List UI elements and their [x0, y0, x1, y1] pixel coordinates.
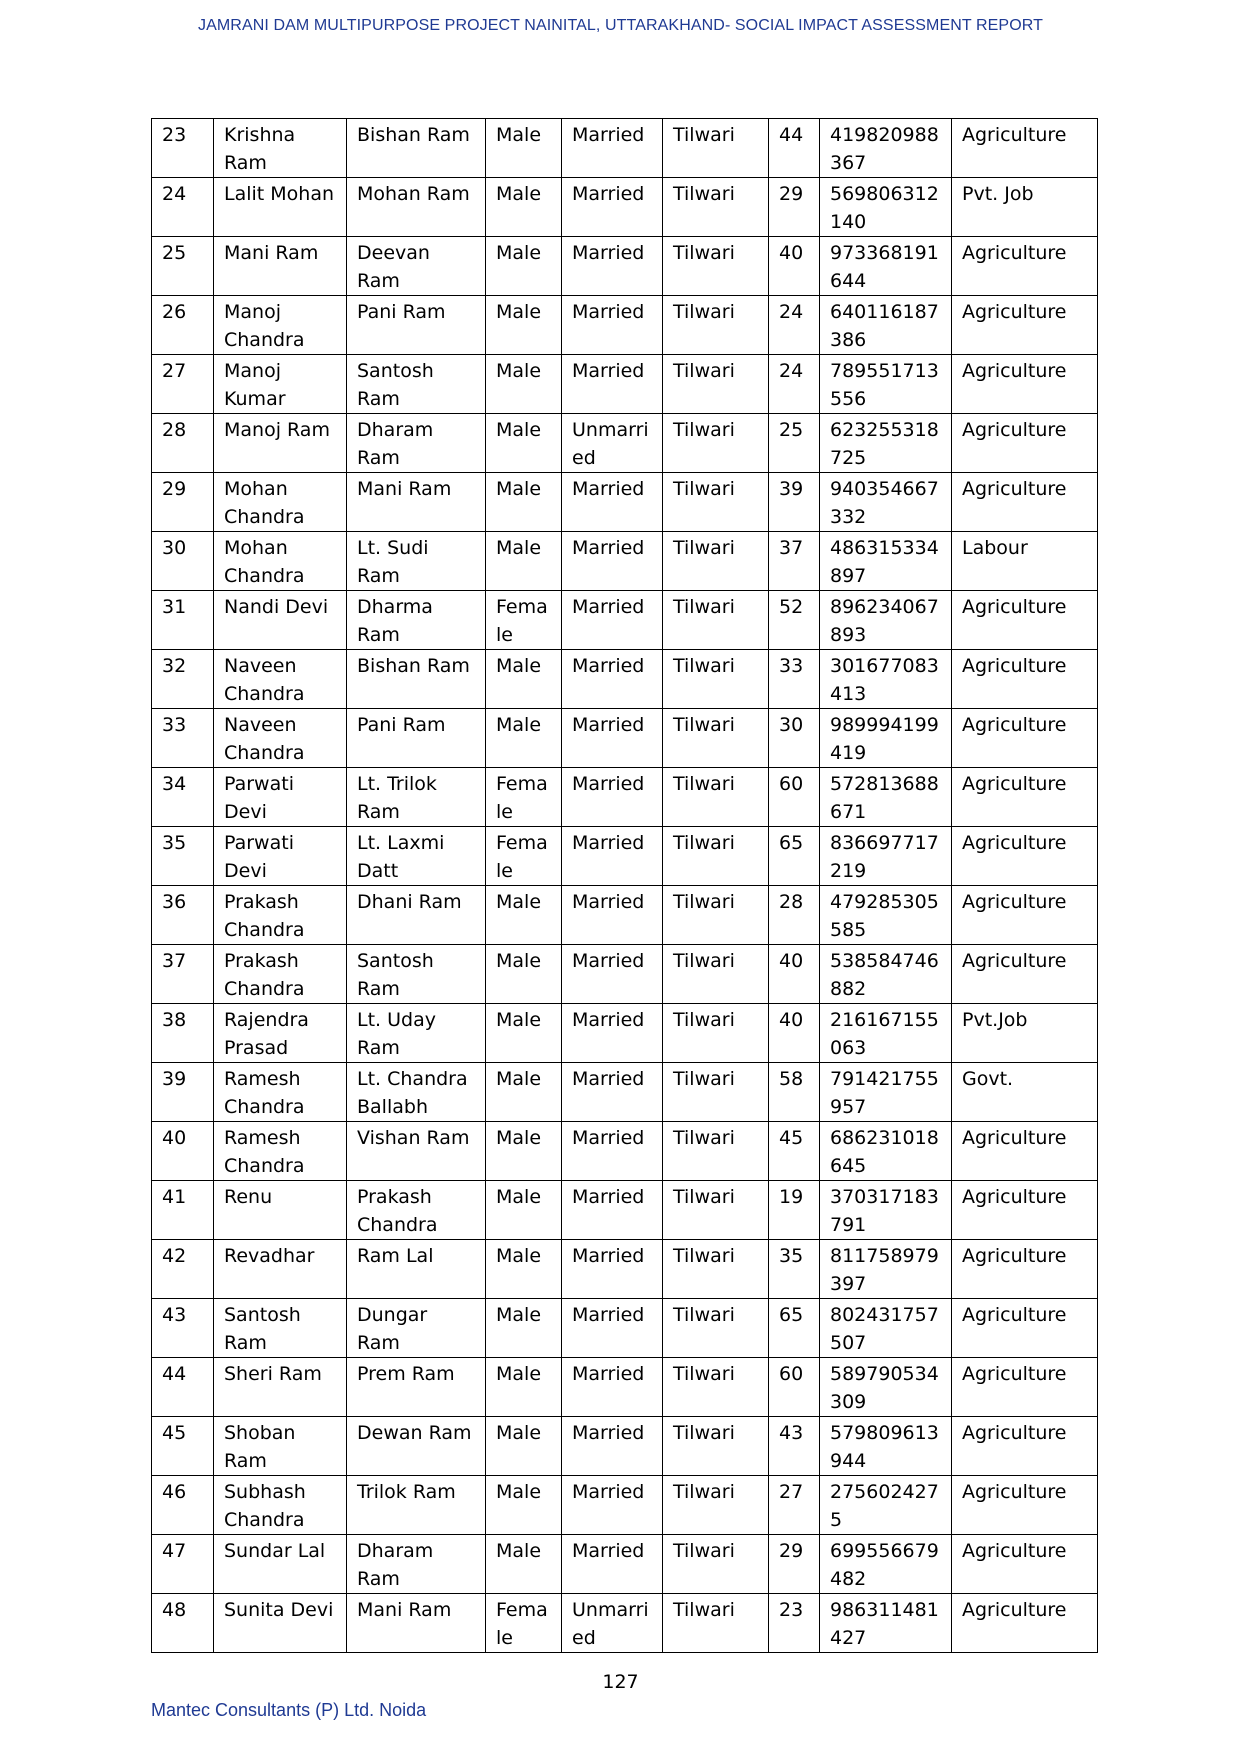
- cell-name: Krishna Ram: [214, 119, 347, 178]
- cell-gender: Male: [486, 1063, 562, 1122]
- cell-village: Tilwari: [663, 945, 769, 1004]
- cell-age: 60: [769, 1358, 820, 1417]
- cell-marital-status: Married: [562, 591, 663, 650]
- cell-gender: Male: [486, 296, 562, 355]
- cell-marital-status: Married: [562, 1358, 663, 1417]
- cell-gender: Male: [486, 1122, 562, 1181]
- cell-name: Santosh Ram: [214, 1299, 347, 1358]
- table-row: [152, 768, 1098, 827]
- cell-serial-no: 28: [152, 414, 214, 473]
- cell-marital-status: Married: [562, 1181, 663, 1240]
- cell-age: 35: [769, 1240, 820, 1299]
- cell-serial-no: 37: [152, 945, 214, 1004]
- table-row: [152, 650, 1098, 709]
- cell-name: Ramesh Chandra: [214, 1063, 347, 1122]
- cell-serial-no: 25: [152, 237, 214, 296]
- cell-gender: Male: [486, 532, 562, 591]
- cell-father-name: Lt. Trilok Ram: [347, 768, 486, 827]
- cell-marital-status: Married: [562, 650, 663, 709]
- cell-marital-status: Married: [562, 886, 663, 945]
- cell-marital-status: Married: [562, 1417, 663, 1476]
- cell-serial-no: 40: [152, 1122, 214, 1181]
- cell-serial-no: 24: [152, 178, 214, 237]
- cell-aadhaar-no: 538584746882: [820, 945, 952, 1004]
- table-row: [152, 237, 1098, 296]
- cell-aadhaar-no: 986311481427: [820, 1594, 952, 1653]
- cell-serial-no: 32: [152, 650, 214, 709]
- cell-father-name: Ram Lal: [347, 1240, 486, 1299]
- table-row: [152, 1181, 1098, 1240]
- cell-occupation: Agriculture: [952, 1594, 1098, 1653]
- table-row: [152, 1004, 1098, 1063]
- cell-marital-status: Married: [562, 237, 663, 296]
- cell-aadhaar-no: 686231018645: [820, 1122, 952, 1181]
- cell-father-name: Santosh Ram: [347, 945, 486, 1004]
- table-row: [152, 414, 1098, 473]
- cell-age: 65: [769, 827, 820, 886]
- table-row: [152, 1535, 1098, 1594]
- cell-father-name: Lt. Laxmi Datt: [347, 827, 486, 886]
- cell-serial-no: 23: [152, 119, 214, 178]
- cell-gender: Male: [486, 355, 562, 414]
- cell-father-name: Deevan Ram: [347, 237, 486, 296]
- cell-gender: Male: [486, 1299, 562, 1358]
- cell-occupation: Agriculture: [952, 237, 1098, 296]
- cell-marital-status: Married: [562, 945, 663, 1004]
- cell-occupation: Agriculture: [952, 1299, 1098, 1358]
- cell-occupation: Agriculture: [952, 1240, 1098, 1299]
- cell-village: Tilwari: [663, 1181, 769, 1240]
- cell-gender: Male: [486, 1476, 562, 1535]
- cell-gender: Male: [486, 473, 562, 532]
- cell-occupation: Pvt. Job: [952, 178, 1098, 237]
- cell-name: Lalit Mohan: [214, 178, 347, 237]
- cell-village: Tilwari: [663, 1122, 769, 1181]
- cell-father-name: Pani Ram: [347, 296, 486, 355]
- cell-name: Revadhar: [214, 1240, 347, 1299]
- cell-village: Tilwari: [663, 532, 769, 591]
- cell-father-name: Mani Ram: [347, 1594, 486, 1653]
- table-row: [152, 296, 1098, 355]
- cell-name: Naveen Chandra: [214, 709, 347, 768]
- cell-father-name: Prakash Chandra: [347, 1181, 486, 1240]
- cell-aadhaar-no: 370317183791: [820, 1181, 952, 1240]
- cell-gender: Male: [486, 1417, 562, 1476]
- cell-occupation: Agriculture: [952, 1476, 1098, 1535]
- table-row: [152, 355, 1098, 414]
- cell-serial-no: 30: [152, 532, 214, 591]
- cell-aadhaar-no: 791421755957: [820, 1063, 952, 1122]
- cell-marital-status: Married: [562, 1122, 663, 1181]
- cell-aadhaar-no: 301677083413: [820, 650, 952, 709]
- cell-father-name: Santosh Ram: [347, 355, 486, 414]
- cell-age: 45: [769, 1122, 820, 1181]
- cell-occupation: Pvt.Job: [952, 1004, 1098, 1063]
- cell-serial-no: 39: [152, 1063, 214, 1122]
- cell-serial-no: 47: [152, 1535, 214, 1594]
- cell-age: 52: [769, 591, 820, 650]
- cell-aadhaar-no: 216167155063: [820, 1004, 952, 1063]
- cell-village: Tilwari: [663, 591, 769, 650]
- cell-aadhaar-no: 989994199419: [820, 709, 952, 768]
- cell-marital-status: Married: [562, 119, 663, 178]
- cell-aadhaar-no: 811758979397: [820, 1240, 952, 1299]
- cell-serial-no: 35: [152, 827, 214, 886]
- cell-marital-status: Married: [562, 1004, 663, 1063]
- cell-marital-status: Married: [562, 1240, 663, 1299]
- cell-aadhaar-no: 699556679482: [820, 1535, 952, 1594]
- cell-age: 43: [769, 1417, 820, 1476]
- cell-marital-status: Married: [562, 768, 663, 827]
- cell-age: 24: [769, 296, 820, 355]
- cell-village: Tilwari: [663, 237, 769, 296]
- cell-occupation: Agriculture: [952, 1535, 1098, 1594]
- cell-father-name: Dharam Ram: [347, 1535, 486, 1594]
- cell-age: 29: [769, 1535, 820, 1594]
- cell-aadhaar-no: 802431757507: [820, 1299, 952, 1358]
- cell-name: Renu: [214, 1181, 347, 1240]
- cell-occupation: Agriculture: [952, 296, 1098, 355]
- cell-gender: Male: [486, 945, 562, 1004]
- table-row: [152, 1299, 1098, 1358]
- page-footer: Mantec Consultants (P) Ltd. Noida: [151, 1700, 427, 1720]
- cell-father-name: Vishan Ram: [347, 1122, 486, 1181]
- table-row: [152, 178, 1098, 237]
- cell-father-name: Bishan Ram: [347, 650, 486, 709]
- cell-name: Manoj Ram: [214, 414, 347, 473]
- cell-occupation: Agriculture: [952, 945, 1098, 1004]
- cell-village: Tilwari: [663, 119, 769, 178]
- cell-serial-no: 44: [152, 1358, 214, 1417]
- cell-age: 33: [769, 650, 820, 709]
- cell-aadhaar-no: 572813688671: [820, 768, 952, 827]
- cell-father-name: Pani Ram: [347, 709, 486, 768]
- cell-name: Manoj Kumar: [214, 355, 347, 414]
- cell-name: Mohan Chandra: [214, 473, 347, 532]
- table-row: [152, 827, 1098, 886]
- cell-serial-no: 26: [152, 296, 214, 355]
- cell-occupation: Agriculture: [952, 709, 1098, 768]
- cell-occupation: Agriculture: [952, 119, 1098, 178]
- cell-village: Tilwari: [663, 355, 769, 414]
- cell-father-name: Bishan Ram: [347, 119, 486, 178]
- cell-aadhaar-no: 973368191644: [820, 237, 952, 296]
- cell-father-name: Trilok Ram: [347, 1476, 486, 1535]
- cell-village: Tilwari: [663, 1299, 769, 1358]
- page-number: 127: [602, 1671, 639, 1693]
- table-row: [152, 1240, 1098, 1299]
- cell-village: Tilwari: [663, 650, 769, 709]
- cell-name: Sundar Lal: [214, 1535, 347, 1594]
- cell-name: Prakash Chandra: [214, 886, 347, 945]
- cell-serial-no: 34: [152, 768, 214, 827]
- cell-marital-status: Married: [562, 709, 663, 768]
- cell-name: Rajendra Prasad: [214, 1004, 347, 1063]
- cell-name: Ramesh Chandra: [214, 1122, 347, 1181]
- page-header: JAMRANI DAM MULTIPURPOSE PROJECT NAINITAL, UTTARAKHAND- SOCIAL IMPACT ASSESSMENT REPORT: [198, 17, 1043, 34]
- cell-father-name: Lt. Sudi Ram: [347, 532, 486, 591]
- cell-age: 19: [769, 1181, 820, 1240]
- cell-village: Tilwari: [663, 1417, 769, 1476]
- cell-aadhaar-no: 940354667332: [820, 473, 952, 532]
- cell-occupation: Agriculture: [952, 414, 1098, 473]
- cell-aadhaar-no: 479285305585: [820, 886, 952, 945]
- cell-occupation: Agriculture: [952, 886, 1098, 945]
- cell-serial-no: 36: [152, 886, 214, 945]
- cell-father-name: Dhani Ram: [347, 886, 486, 945]
- table-row: [152, 532, 1098, 591]
- cell-village: Tilwari: [663, 1535, 769, 1594]
- cell-age: 27: [769, 1476, 820, 1535]
- cell-gender: Male: [486, 119, 562, 178]
- cell-marital-status: Married: [562, 827, 663, 886]
- household-survey-table: [151, 118, 1098, 1653]
- cell-name: Mohan Chandra: [214, 532, 347, 591]
- cell-age: 37: [769, 532, 820, 591]
- cell-serial-no: 29: [152, 473, 214, 532]
- cell-serial-no: 43: [152, 1299, 214, 1358]
- cell-occupation: Agriculture: [952, 591, 1098, 650]
- cell-aadhaar-no: 896234067893: [820, 591, 952, 650]
- table-row: [152, 1358, 1098, 1417]
- cell-aadhaar-no: 589790534309: [820, 1358, 952, 1417]
- cell-village: Tilwari: [663, 827, 769, 886]
- cell-occupation: Agriculture: [952, 1181, 1098, 1240]
- cell-father-name: Lt. Uday Ram: [347, 1004, 486, 1063]
- cell-father-name: Lt. Chandra Ballabh: [347, 1063, 486, 1122]
- cell-age: 23: [769, 1594, 820, 1653]
- cell-occupation: Agriculture: [952, 1417, 1098, 1476]
- table-row: [152, 945, 1098, 1004]
- cell-marital-status: Married: [562, 1299, 663, 1358]
- cell-name: Naveen Chandra: [214, 650, 347, 709]
- cell-father-name: Mohan Ram: [347, 178, 486, 237]
- cell-marital-status: Married: [562, 1476, 663, 1535]
- cell-serial-no: 42: [152, 1240, 214, 1299]
- cell-marital-status: Married: [562, 355, 663, 414]
- cell-marital-status: Married: [562, 296, 663, 355]
- cell-marital-status: Married: [562, 1535, 663, 1594]
- cell-occupation: Labour: [952, 532, 1098, 591]
- cell-age: 39: [769, 473, 820, 532]
- cell-gender: Female: [486, 768, 562, 827]
- cell-age: 40: [769, 945, 820, 1004]
- cell-marital-status: Married: [562, 532, 663, 591]
- table-row: [152, 1122, 1098, 1181]
- cell-father-name: Dewan Ram: [347, 1417, 486, 1476]
- table-row: [152, 1594, 1098, 1653]
- cell-father-name: Prem Ram: [347, 1358, 486, 1417]
- cell-marital-status: Married: [562, 1063, 663, 1122]
- cell-name: Manoj Chandra: [214, 296, 347, 355]
- cell-village: Tilwari: [663, 1358, 769, 1417]
- cell-gender: Male: [486, 178, 562, 237]
- cell-age: 24: [769, 355, 820, 414]
- cell-age: 30: [769, 709, 820, 768]
- cell-occupation: Agriculture: [952, 768, 1098, 827]
- cell-serial-no: 33: [152, 709, 214, 768]
- cell-village: Tilwari: [663, 473, 769, 532]
- cell-occupation: Agriculture: [952, 355, 1098, 414]
- cell-gender: Male: [486, 237, 562, 296]
- cell-gender: Male: [486, 1240, 562, 1299]
- cell-gender: Male: [486, 1004, 562, 1063]
- cell-name: Prakash Chandra: [214, 945, 347, 1004]
- cell-occupation: Agriculture: [952, 1122, 1098, 1181]
- cell-village: Tilwari: [663, 709, 769, 768]
- cell-village: Tilwari: [663, 1240, 769, 1299]
- cell-village: Tilwari: [663, 1476, 769, 1535]
- cell-age: 65: [769, 1299, 820, 1358]
- cell-aadhaar-no: 486315334897: [820, 532, 952, 591]
- cell-serial-no: 45: [152, 1417, 214, 1476]
- cell-aadhaar-no: 579809613944: [820, 1417, 952, 1476]
- cell-serial-no: 46: [152, 1476, 214, 1535]
- cell-village: Tilwari: [663, 768, 769, 827]
- cell-name: Sunita Devi: [214, 1594, 347, 1653]
- cell-village: Tilwari: [663, 1063, 769, 1122]
- cell-occupation: Agriculture: [952, 827, 1098, 886]
- cell-age: 29: [769, 178, 820, 237]
- cell-serial-no: 27: [152, 355, 214, 414]
- table-body: [152, 119, 1098, 1653]
- cell-marital-status: Unmarried: [562, 414, 663, 473]
- cell-village: Tilwari: [663, 414, 769, 473]
- cell-serial-no: 38: [152, 1004, 214, 1063]
- cell-gender: Male: [486, 650, 562, 709]
- cell-age: 58: [769, 1063, 820, 1122]
- cell-village: Tilwari: [663, 1004, 769, 1063]
- cell-gender: Male: [486, 709, 562, 768]
- cell-name: Shoban Ram: [214, 1417, 347, 1476]
- cell-occupation: Agriculture: [952, 650, 1098, 709]
- cell-aadhaar-no: 623255318725: [820, 414, 952, 473]
- table-row: [152, 119, 1098, 178]
- cell-occupation: Govt.: [952, 1063, 1098, 1122]
- cell-name: Nandi Devi: [214, 591, 347, 650]
- cell-gender: Female: [486, 591, 562, 650]
- cell-father-name: Dungar Ram: [347, 1299, 486, 1358]
- cell-village: Tilwari: [663, 1594, 769, 1653]
- cell-name: Parwati Devi: [214, 827, 347, 886]
- cell-father-name: Dharam Ram: [347, 414, 486, 473]
- cell-age: 25: [769, 414, 820, 473]
- cell-aadhaar-no: 789551713556: [820, 355, 952, 414]
- cell-age: 60: [769, 768, 820, 827]
- cell-gender: Male: [486, 886, 562, 945]
- cell-occupation: Agriculture: [952, 473, 1098, 532]
- cell-village: Tilwari: [663, 178, 769, 237]
- table-row: [152, 1063, 1098, 1122]
- cell-aadhaar-no: 836697717219: [820, 827, 952, 886]
- table-row: [152, 709, 1098, 768]
- cell-aadhaar-no: 640116187386: [820, 296, 952, 355]
- cell-marital-status: Married: [562, 473, 663, 532]
- cell-serial-no: 41: [152, 1181, 214, 1240]
- table-row: [152, 1417, 1098, 1476]
- cell-name: Subhash Chandra: [214, 1476, 347, 1535]
- cell-aadhaar-no: 419820988367: [820, 119, 952, 178]
- cell-aadhaar-no: 2756024275: [820, 1476, 952, 1535]
- table-row: [152, 1476, 1098, 1535]
- cell-gender: Female: [486, 827, 562, 886]
- cell-name: Parwati Devi: [214, 768, 347, 827]
- cell-father-name: Dharma Ram: [347, 591, 486, 650]
- cell-marital-status: Unmarried: [562, 1594, 663, 1653]
- cell-gender: Male: [486, 414, 562, 473]
- cell-age: 44: [769, 119, 820, 178]
- cell-age: 40: [769, 1004, 820, 1063]
- cell-village: Tilwari: [663, 886, 769, 945]
- cell-gender: Male: [486, 1181, 562, 1240]
- cell-name: Mani Ram: [214, 237, 347, 296]
- cell-serial-no: 31: [152, 591, 214, 650]
- cell-father-name: Mani Ram: [347, 473, 486, 532]
- cell-village: Tilwari: [663, 296, 769, 355]
- cell-age: 40: [769, 237, 820, 296]
- table-row: [152, 473, 1098, 532]
- cell-aadhaar-no: 569806312140: [820, 178, 952, 237]
- table-row: [152, 886, 1098, 945]
- cell-gender: Female: [486, 1594, 562, 1653]
- cell-gender: Male: [486, 1358, 562, 1417]
- cell-marital-status: Married: [562, 178, 663, 237]
- cell-age: 28: [769, 886, 820, 945]
- table-row: [152, 591, 1098, 650]
- cell-serial-no: 48: [152, 1594, 214, 1653]
- cell-name: Sheri Ram: [214, 1358, 347, 1417]
- cell-occupation: Agriculture: [952, 1358, 1098, 1417]
- cell-gender: Male: [486, 1535, 562, 1594]
